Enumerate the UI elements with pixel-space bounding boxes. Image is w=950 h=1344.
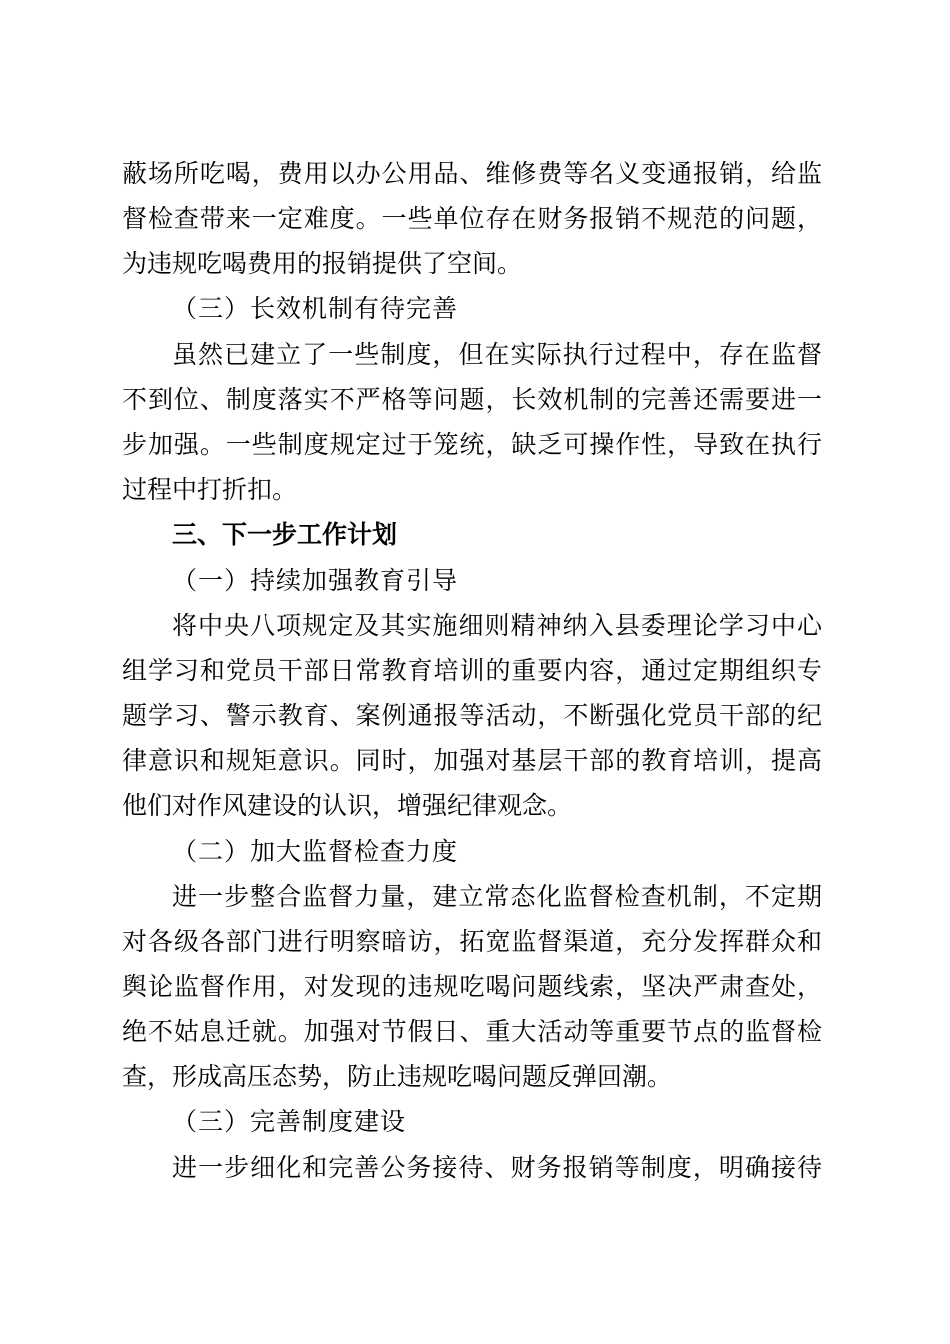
paragraph-line: 他们对作风建设的认识，增强纪律观念。: [122, 791, 573, 820]
paragraph-line: 虽然已建立了一些制度，但在实际执行过程中，存在监督: [172, 340, 822, 369]
paragraph-line: 律意识和规矩意识。同时，加强对基层干部的教育培训，提高: [122, 746, 822, 775]
subsection-heading: （一）持续加强教育引导: [172, 566, 459, 595]
paragraph-line: 不到位、制度落实不严格等问题，长效机制的完善还需要进一: [122, 385, 822, 414]
paragraph-line: 蔽场所吃喝，费用以办公用品、维修费等名义变通报销，给监: [122, 159, 822, 188]
section-heading: 三、下一步工作计划: [172, 520, 398, 549]
paragraph-line: 舆论监督作用，对发现的违规吃喝问题线索，坚决严肃查处，: [122, 972, 822, 1001]
paragraph-line: 对各级各部门进行明察暗访，拓宽监督渠道，充分发挥群众和: [122, 927, 822, 956]
paragraph-line: 步加强。一些制度规定过于笼统，缺乏可操作性，导致在执行: [122, 430, 822, 459]
paragraph-line: 查，形成高压态势，防止违规吃喝问题反弹回潮。: [122, 1062, 673, 1091]
paragraph-line: 督检查带来一定难度。一些单位存在财务报销不规范的问题，: [122, 204, 822, 233]
paragraph-line: 组学习和党员干部日常教育培训的重要内容，通过定期组织专: [122, 656, 822, 685]
subsection-heading: （三）长效机制有待完善: [172, 294, 459, 323]
paragraph-line: 为违规吃喝费用的报销提供了空间。: [122, 249, 523, 278]
paragraph-line: 进一步整合监督力量，建立常态化监督检查机制，不定期: [172, 882, 822, 911]
subsection-heading: （二）加大监督检查力度: [172, 837, 459, 866]
paragraph-line: 过程中打折扣。: [122, 475, 298, 504]
paragraph-line: 将中央八项规定及其实施细则精神纳入县委理论学习中心: [172, 611, 822, 640]
subsection-heading: （三）完善制度建设: [172, 1107, 407, 1136]
paragraph-line: 题学习、警示教育、案例通报等活动，不断强化党员干部的纪: [122, 701, 822, 730]
paragraph-line: 绝不姑息迁就。加强对节假日、重大活动等重要节点的监督检: [122, 1017, 822, 1046]
paragraph-line: 进一步细化和完善公务接待、财务报销等制度，明确接待: [172, 1153, 822, 1182]
